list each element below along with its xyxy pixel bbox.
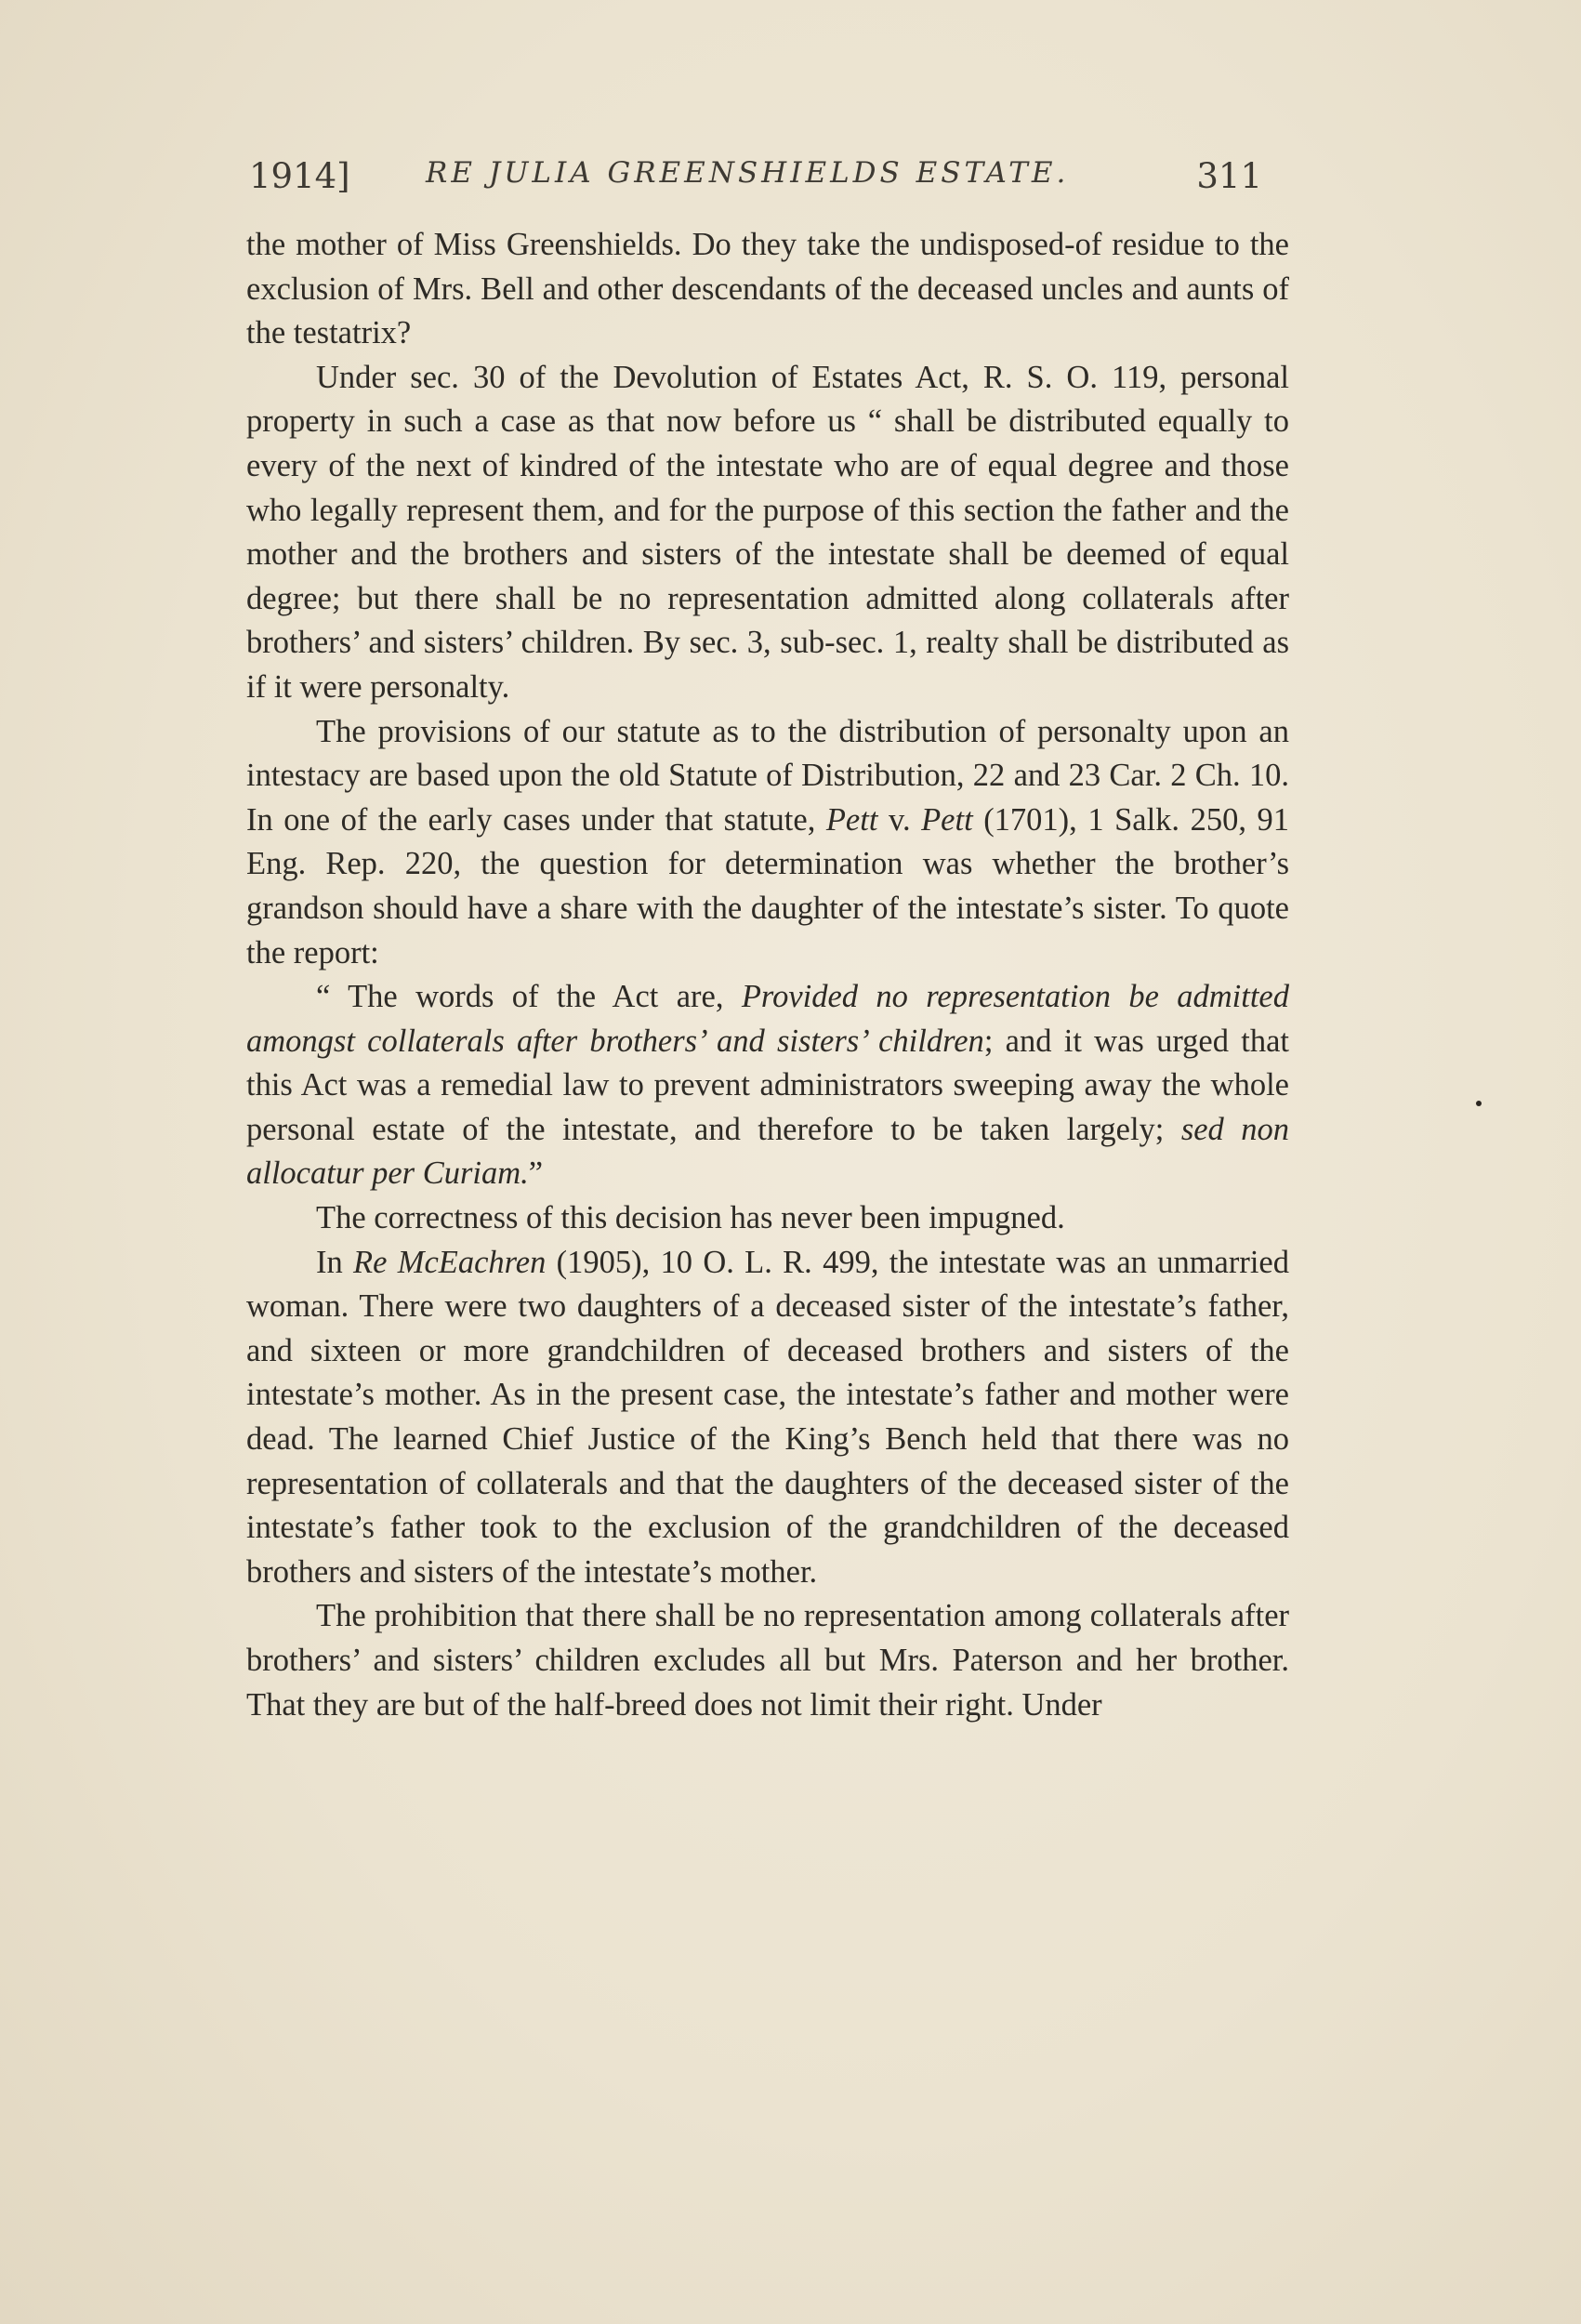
italic-text: Re McEachren	[353, 1244, 547, 1280]
italic-text: Provided no representation be admitted amongst collaterals after brothers’ and sisters’ children	[246, 979, 1289, 1059]
paragraph	[246, 710, 1289, 976]
text-segment: In	[316, 1244, 354, 1280]
text-segment: ”	[528, 1155, 544, 1192]
text-segment: (1701), 1 Salk. 250, 91 Eng. Rep. 220, the question for determination was whether the brother’s grandson should have a share with the daughter of the intestate’s sister. To quote the report:	[246, 801, 1289, 971]
italic-text: sed non allocatur per Curiam.	[246, 1111, 1289, 1192]
italic-text: Pett	[921, 801, 973, 838]
page-number: 311	[1196, 156, 1262, 196]
paragraph	[246, 223, 1289, 356]
paragraph	[246, 1196, 1289, 1241]
text-segment: “ The words of the Act are,	[316, 979, 742, 1015]
text-segment: ; and it was urged that this Act was a remedial law to prevent administrators sweeping away the whole personal estate of the intestate, and therefore to be taken largely;	[246, 1023, 1289, 1147]
italic-text: Pett	[825, 801, 878, 838]
paper-speck	[1476, 1101, 1482, 1106]
text-segment: The prohibition that there shall be no representation among collaterals after brothers’ and sisters’ children excludes all but Mrs. Paterson and her brother. That they are but of the half-breed does not limit their right. Under	[246, 1598, 1289, 1723]
text-segment: The correctness of this decision has never been impugned.	[316, 1200, 1065, 1236]
text-segment: Under sec. 30 of the Devolution of Estates Act, R. S. O. 119, personal property in such a case as that now before us “ shall be distributed equally to every of the next of kindred of the intestate who are of equal degree and those who legally represent them, and for the purpose of this section the father and the mother and the brothers and sisters of the intestate shall be deemed of equal degree; but there shall be no representation admitted along collaterals after brothers’ and sisters’ children. By sec. 3, sub-sec. 1, realty shall be distributed as if it were personalty.	[246, 359, 1289, 705]
text-segment: v.	[877, 801, 922, 838]
header-year: 1914]	[249, 156, 350, 196]
paragraph	[246, 975, 1289, 1196]
paragraph	[246, 1594, 1289, 1727]
paragraph	[246, 356, 1289, 710]
paragraph	[246, 1241, 1289, 1595]
text-segment: The provisions of our statute as to the distribution of personalty upon an intestacy are based upon the old Statute of Distribution, 22 and 23 Car. 2 Ch. 10. In one of the early cases under that statute,	[246, 713, 1289, 838]
text-segment: the mother of Miss Greenshields. Do they take the undisposed-of residue to the exclusion of Mrs. Bell and other descendants of the deceased uncles and aunts of the testatrix?	[246, 227, 1289, 351]
header-title: RE JULIA GREENSHIELDS ESTATE.	[426, 156, 1070, 190]
text-segment: (1905), 10 O. L. R. 499, the intestate was an unmarried woman. There were two daughters of a deceased sister of the intestate’s father, and sixteen or more grandchildren of deceased brothers and sisters of the intestate’s mother. As in the present case, the intestate’s father and mother were dead. The learned Chief Justice of the King’s Bench held that there was no representation of collaterals and that the daughters of the deceased sister of the intestate’s father took to the exclusion of the grandchildren of the deceased brothers and sisters of the intestate’s mother.	[246, 1244, 1289, 1590]
body-text	[246, 223, 1289, 1727]
running-header	[249, 149, 1262, 205]
